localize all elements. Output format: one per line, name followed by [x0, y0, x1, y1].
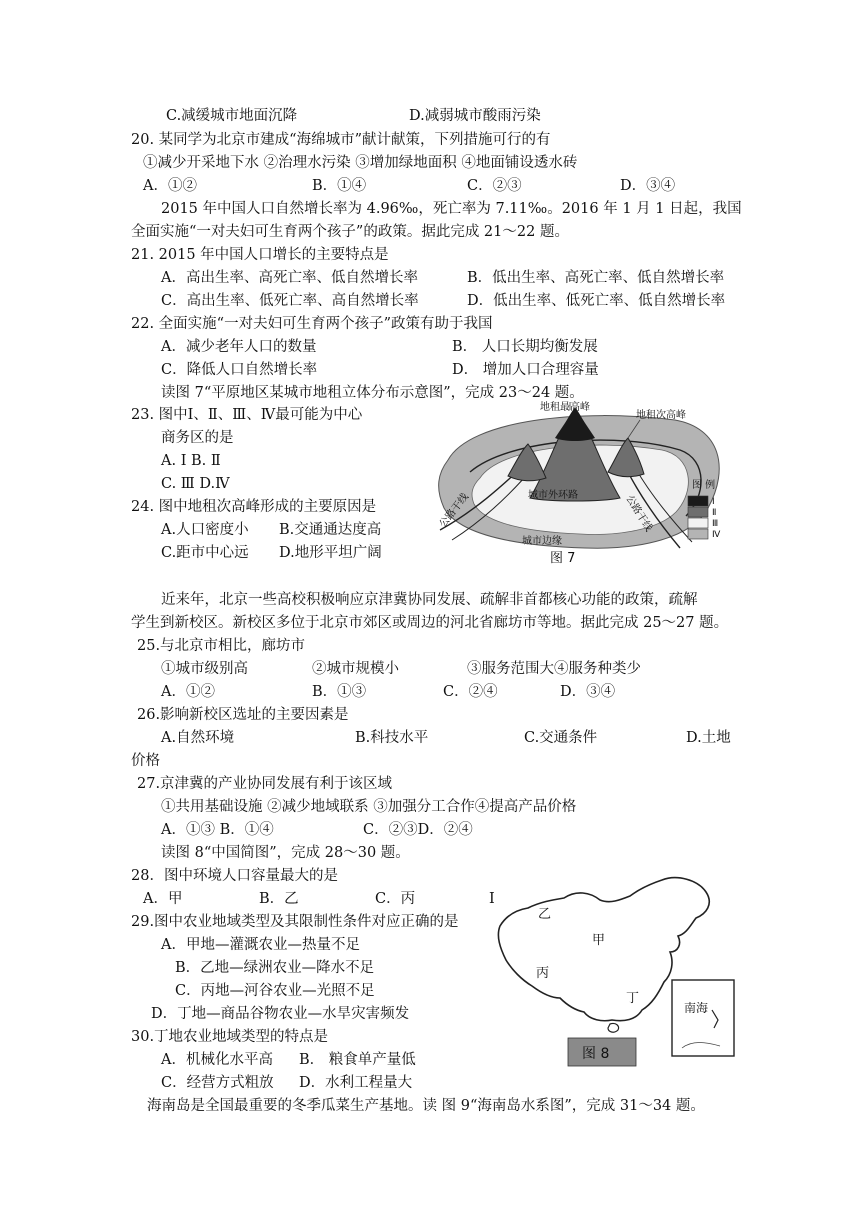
q23-options-cd: C. Ⅲ D.Ⅳ: [161, 476, 230, 492]
hainan-island: [608, 1023, 619, 1032]
south-china-sea-inset: [672, 980, 734, 1056]
q26-option-a: A.自然环境: [161, 730, 235, 746]
passage-25-27-cont: 学生到新校区。新校区多位于北京市郊区或周边的河北省廊坊市等地。据此完成 25～27 题。: [131, 615, 729, 631]
q24-option-c: C.距市中心远: [161, 545, 249, 561]
q27-items: ①共用基础设施 ②减少地域联系 ③加强分工合作④提高产品价格: [161, 799, 577, 815]
q25-option-a: A．①②: [161, 684, 215, 700]
q24-option-b: B.交通通达度高: [279, 522, 382, 538]
passage-31-34: 海南岛是全国最重要的冬季瓜菜生产基地。读 图 9“海南岛水系图”，完成 31～34 题。: [147, 1098, 705, 1114]
figure-8-china-map: [492, 870, 742, 1070]
label-sub-peak: 地租次高峰: [636, 410, 686, 421]
passage-25-27: 近来年，北京一些高校积极响应京津冀协同发展、疏解非首都核心功能的政策，疏解: [161, 592, 698, 608]
figure-8-caption: 图 8: [582, 1046, 610, 1062]
q25-item-3-4: ③服务范围大④服务种类少: [467, 661, 641, 677]
passage-21-22: 2015 年中国人口自然增长率为 4.96‰，死亡率为 7.11‰。2016 年 1 月 1 日起，我国: [161, 201, 742, 217]
label-outer-ring-road: 城市外环路: [528, 490, 578, 501]
q26-option-b: B.科技水平: [355, 730, 429, 746]
legend-label-3: Ⅲ: [712, 519, 719, 529]
q25-item-1: ①城市级别高: [161, 661, 248, 677]
legend-label-1: Ⅰ: [712, 497, 715, 507]
question-22: 22. 全面实施“一对夫妇可生育两个孩子”政策有助于我国: [131, 316, 493, 332]
question-28: 28．图中环境人口容量最大的是: [131, 868, 338, 884]
q30-option-d: D．水利工程量大: [299, 1075, 413, 1091]
q25-option-b: B．①③: [312, 684, 367, 700]
label-highway-right: 公路干线: [623, 493, 654, 534]
q29-option-b: B．乙地—绿洲农业—降水不足: [175, 960, 375, 976]
legend-swatch-3: [688, 518, 708, 528]
q22-option-a: A．减少老年人口的数量: [161, 339, 317, 355]
question-25: 25.与北京市相比，廊坊市: [137, 638, 306, 654]
q20-option-d: D．③④: [620, 178, 676, 194]
question-27: 27.京津冀的产业协同发展有利于该区域: [137, 776, 393, 792]
legend-label-4: Ⅳ: [712, 530, 721, 540]
legend-label-2: Ⅱ: [712, 508, 717, 518]
passage-28-30: 读图 8“中国简图”，完成 28～30 题。: [161, 845, 410, 861]
q23-options-ab: A. Ⅰ B. Ⅱ: [161, 453, 221, 469]
q28-option-b: B．乙: [259, 891, 299, 907]
q22-option-d: D． 增加人口合理容量: [452, 362, 599, 378]
q22-option-b: B． 人口长期均衡发展: [452, 339, 598, 355]
q24-option-a: A.人口密度小: [161, 522, 249, 538]
option-c: C.减缓城市地面沉降: [166, 108, 298, 124]
question-23: 23. 图中Ⅰ、Ⅱ、Ⅲ、Ⅳ最可能为中心: [131, 407, 363, 423]
legend: [688, 496, 721, 540]
q25-option-d: D．③④: [560, 684, 616, 700]
q29-option-d: D．丁地—商品谷物农业—水旱灾害频发: [151, 1006, 410, 1022]
legend-swatch-4: [688, 529, 708, 539]
q24-option-d: D.地形平坦广阔: [279, 545, 382, 561]
q22-option-c: C．降低人口自然增长率: [161, 362, 318, 378]
legend-title: 图 例: [692, 480, 716, 491]
q20-option-c: C．②③: [467, 178, 522, 194]
q26-option-d-cont: 价格: [131, 753, 160, 769]
q25-item-2: ②城市规模小: [312, 661, 399, 677]
q27-options-ab: A．①③ B．①④: [161, 822, 274, 838]
label-city-edge: 城市边缘: [522, 536, 562, 547]
label-ding: 丁: [626, 991, 640, 1006]
question-30: 30.丁地农业地域类型的特点是: [131, 1029, 329, 1045]
q21-option-b: B．低出生率、高死亡率、低自然增长率: [467, 270, 725, 286]
q30-option-b: B． 粮食单产量低: [299, 1052, 416, 1068]
q21-option-d: D．低出生率、低死亡率、低自然增长率: [467, 293, 726, 309]
q21-option-c: C．高出生率、低死亡率、高自然增长率: [161, 293, 419, 309]
q29-option-a: A．甲地—灌溉农业—热量不足: [161, 937, 360, 953]
q30-option-a: A．机械化水平高: [161, 1052, 273, 1068]
q20-option-b: B．①④: [312, 178, 367, 194]
q29-option-c: C．丙地—河谷农业—光照不足: [175, 983, 375, 999]
label-yi: 乙: [538, 907, 552, 922]
figure-7-caption: 图 7: [550, 551, 576, 566]
question-21: 21. 2015 年中国人口增长的主要特点是: [131, 247, 389, 263]
inset-label-nanhai: 南海: [684, 1001, 709, 1015]
label-jia: 甲: [592, 933, 606, 948]
q26-option-c: C.交通条件: [524, 730, 598, 746]
q30-option-c: C．经营方式粗放: [161, 1075, 274, 1091]
q25-option-c: C．②④: [443, 684, 498, 700]
legend-swatch-1: [688, 496, 708, 506]
option-d: D.减弱城市酸雨污染: [409, 108, 541, 124]
q28-option-a: A．甲: [143, 891, 183, 907]
q28-option-d: I: [489, 891, 495, 907]
label-peak: 地租最高峰: [540, 402, 590, 413]
q28-option-c: C．丙: [375, 891, 416, 907]
question-26: 26.影响新校区选址的主要因素是: [137, 707, 349, 723]
q21-option-a: A．高出生率、高死亡率、低自然增长率: [161, 270, 418, 286]
question-23-cont: 商务区的是: [161, 430, 234, 446]
legend-swatch-2: [688, 507, 708, 517]
question-20-items: ①减少开采地下水 ②治理水污染 ③增加绿地面积 ④地面铺设透水砖: [143, 155, 578, 171]
q26-option-d: D.土地: [686, 730, 731, 746]
question-29: 29.图中农业地域类型及其限制性条件对应正确的是: [131, 914, 459, 930]
q27-options-cd: C．②③D．②④: [363, 822, 473, 838]
passage-21-22-cont: 全面实施“一对夫妇可生育两个孩子”的政策。据此完成 21～22 题。: [131, 224, 569, 240]
passage-23-24: 读图 7“平原地区某城市地租立体分布示意图”，完成 23～24 题。: [161, 385, 584, 401]
question-20: 20. 某同学为北京市建成“海绵城市”献计献策，下列措施可行的有: [131, 132, 551, 148]
question-24: 24. 图中地租次高峰形成的主要原因是: [131, 499, 377, 515]
figure-7-land-rent-diagram: [430, 398, 740, 568]
q20-option-a: A．①②: [143, 178, 197, 194]
label-bing: 丙: [536, 966, 550, 981]
label-highway-left: 公路干线: [437, 491, 471, 530]
